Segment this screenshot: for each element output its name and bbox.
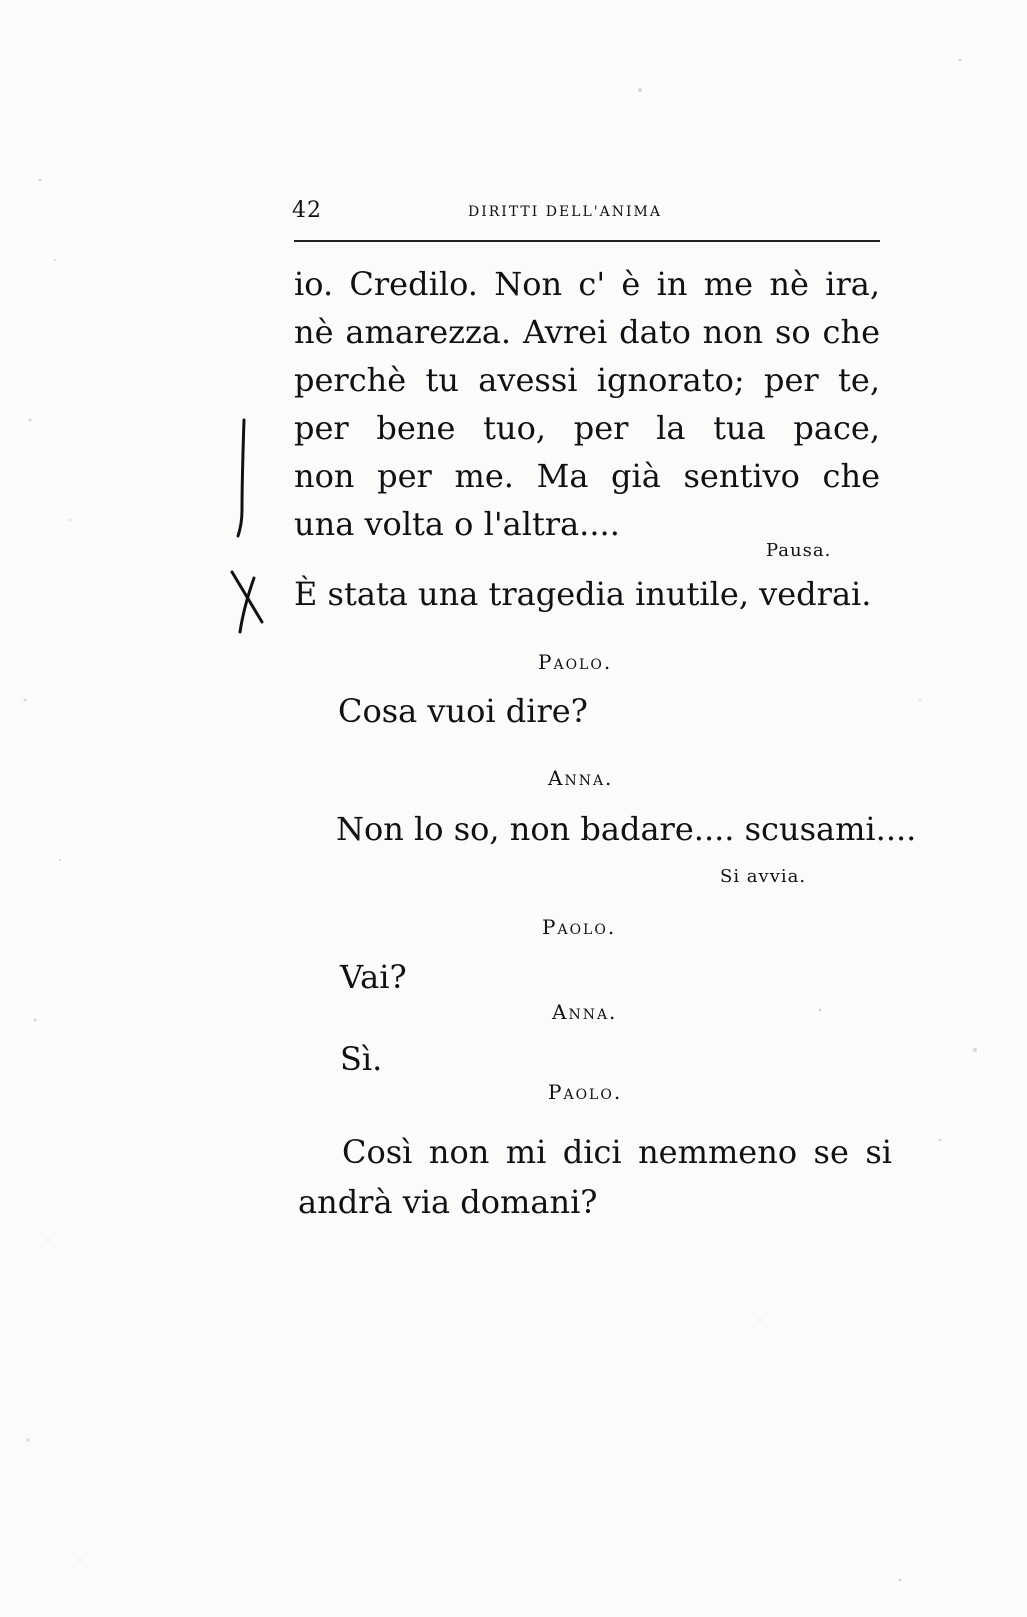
header-rule: [294, 240, 880, 242]
paragraph-line: io. Credilo. Non c' è in me nè ira,: [294, 265, 880, 303]
speech-line: Sì.: [340, 1040, 383, 1078]
speech-line: andrà via domani?: [298, 1183, 598, 1221]
running-title: DIRITTI DELL'ANIMA: [468, 204, 662, 220]
paragraph-line: una volta o l'altra....: [294, 505, 620, 543]
paragraph-line: perchè tu avessi ignorato; per te,: [294, 361, 880, 399]
speaker-name: Anna.: [548, 766, 614, 790]
paragraph-line: nè amarezza. Avrei dato non so che: [294, 313, 880, 351]
speaker-name: Paolo.: [538, 650, 613, 674]
speaker-name: Anna.: [552, 1000, 618, 1024]
speech-block: [298, 1127, 892, 1227]
speaker-name: Paolo.: [542, 915, 617, 939]
stage-direction-si-avvia: Si avvia.: [720, 866, 807, 887]
page-number: 42: [292, 198, 322, 223]
paragraph: [294, 260, 880, 548]
stage-direction-pausa: Pausa.: [766, 540, 832, 561]
page-header: [292, 196, 880, 236]
speech-line: Non lo so, non badare.... scusami....: [336, 810, 917, 848]
paragraph-line: per bene tuo, per la tua pace,: [294, 409, 880, 447]
speech-line: Vai?: [340, 958, 407, 996]
speech-line: Cosa vuoi dire?: [338, 692, 588, 730]
speaker-name: Paolo.: [548, 1080, 623, 1104]
paragraph-line: non per me. Ma già sentivo che: [294, 457, 880, 495]
speech-line: È stata una tragedia inutile, vedrai.: [294, 575, 872, 613]
speech-line: Così non mi dici nemmeno se si: [342, 1133, 892, 1171]
